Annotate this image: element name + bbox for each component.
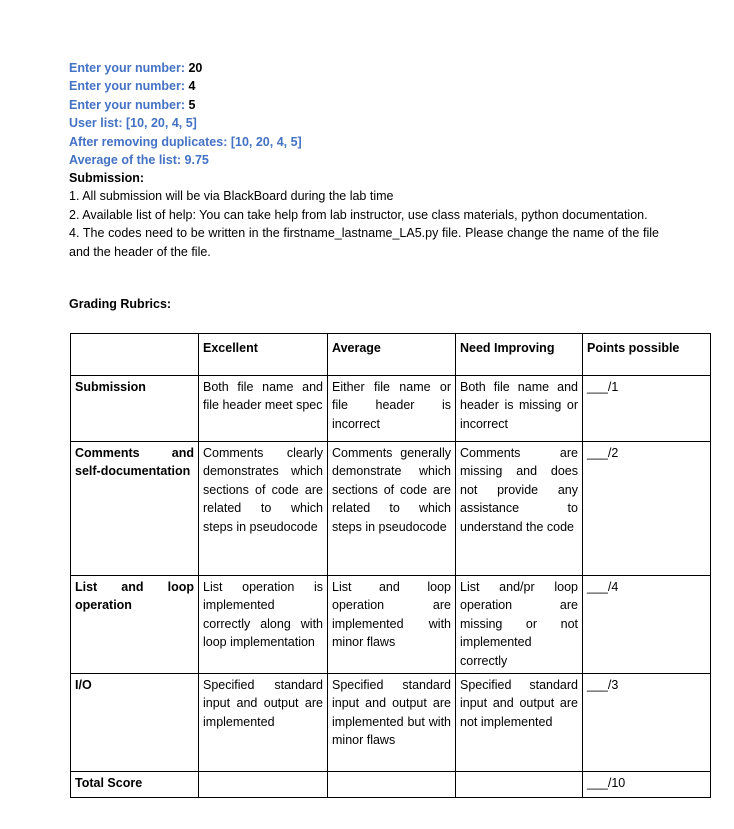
rubric-cell: Specified standard input and output are implemented but with minor flaws <box>328 674 456 772</box>
criterion-label: Submission <box>71 376 199 442</box>
rubric-cell <box>328 772 456 798</box>
submission-item: 1. All submission will be via BlackBoard during the lab time <box>69 189 394 204</box>
points-cell: ___/4 <box>583 576 711 674</box>
rubric-cell: List and loop operation are implemented with minor flaws <box>328 576 456 674</box>
points-cell: ___/1 <box>583 376 711 442</box>
table-row <box>71 442 711 576</box>
points-cell: ___/3 <box>583 674 711 772</box>
table-row <box>71 674 711 772</box>
criterion-label: Total Score <box>71 772 199 798</box>
rubric-cell <box>199 772 328 798</box>
table-row <box>71 376 711 442</box>
column-header: Average <box>328 334 456 376</box>
rubric-cell: List operation is implemented correctly along with loop implementation <box>199 576 328 674</box>
output-line: User list: [10, 20, 4, 5] <box>69 116 197 131</box>
rubric-cell: List and/pr loop operation are missing or not implemented correctly <box>456 576 583 674</box>
submission-section <box>69 169 659 261</box>
grading-rubric-table <box>70 333 711 798</box>
rubric-cell: Specified standard input and output are not implemented <box>456 674 583 772</box>
table-header-row <box>71 334 711 376</box>
column-header: Excellent <box>199 334 328 376</box>
points-cell: ___/2 <box>583 442 711 576</box>
column-header <box>71 334 199 376</box>
table-row <box>71 772 711 798</box>
output-line: Enter your number: 4 <box>69 79 196 94</box>
column-header: Points possible <box>583 334 711 376</box>
column-header: Need Improving <box>456 334 583 376</box>
rubric-cell: Specified standard input and output are implemented <box>199 674 328 772</box>
rubric-cell: Both file name and header is missing or incorrect <box>456 376 583 442</box>
rubric-title: Grading Rubrics: <box>69 297 172 311</box>
rubric-cell: Comments generally demonstrate which sections of code are related to which steps in pseudocode <box>328 442 456 576</box>
criterion-label: List and loop operation <box>71 576 199 674</box>
points-cell: ___/10 <box>583 772 711 798</box>
output-line: After removing duplicates: [10, 20, 4, 5] <box>69 134 302 149</box>
rubric-cell <box>456 772 583 798</box>
rubric-cell: Both file name and file header meet spec <box>199 376 328 442</box>
criterion-label: I/O <box>71 674 199 772</box>
program-output <box>69 59 302 169</box>
output-line: Average of the list: 9.75 <box>69 153 209 168</box>
rubric-cell: Comments clearly demonstrates which sections of code are related to which steps in pseudocode <box>199 442 328 576</box>
criterion-label: Comments and self-documentation <box>71 442 199 576</box>
output-line: Enter your number: 5 <box>69 97 196 112</box>
output-line: Enter your number: 20 <box>69 61 203 75</box>
rubric-cell: Either file name or file header is incorrect <box>328 376 456 442</box>
submission-item: 4. The codes need to be written in the firstname_lastname_LA5.py file. Please change the name of the file and the header of the file. <box>69 226 659 259</box>
submission-item: 2. Available list of help: You can take help from lab instructor, use class materials, python documentation. <box>69 207 648 222</box>
table-row <box>71 576 711 674</box>
rubric-cell: Comments are missing and does not provide any assistance to understand the code <box>456 442 583 576</box>
submission-heading: Submission: <box>69 171 145 185</box>
